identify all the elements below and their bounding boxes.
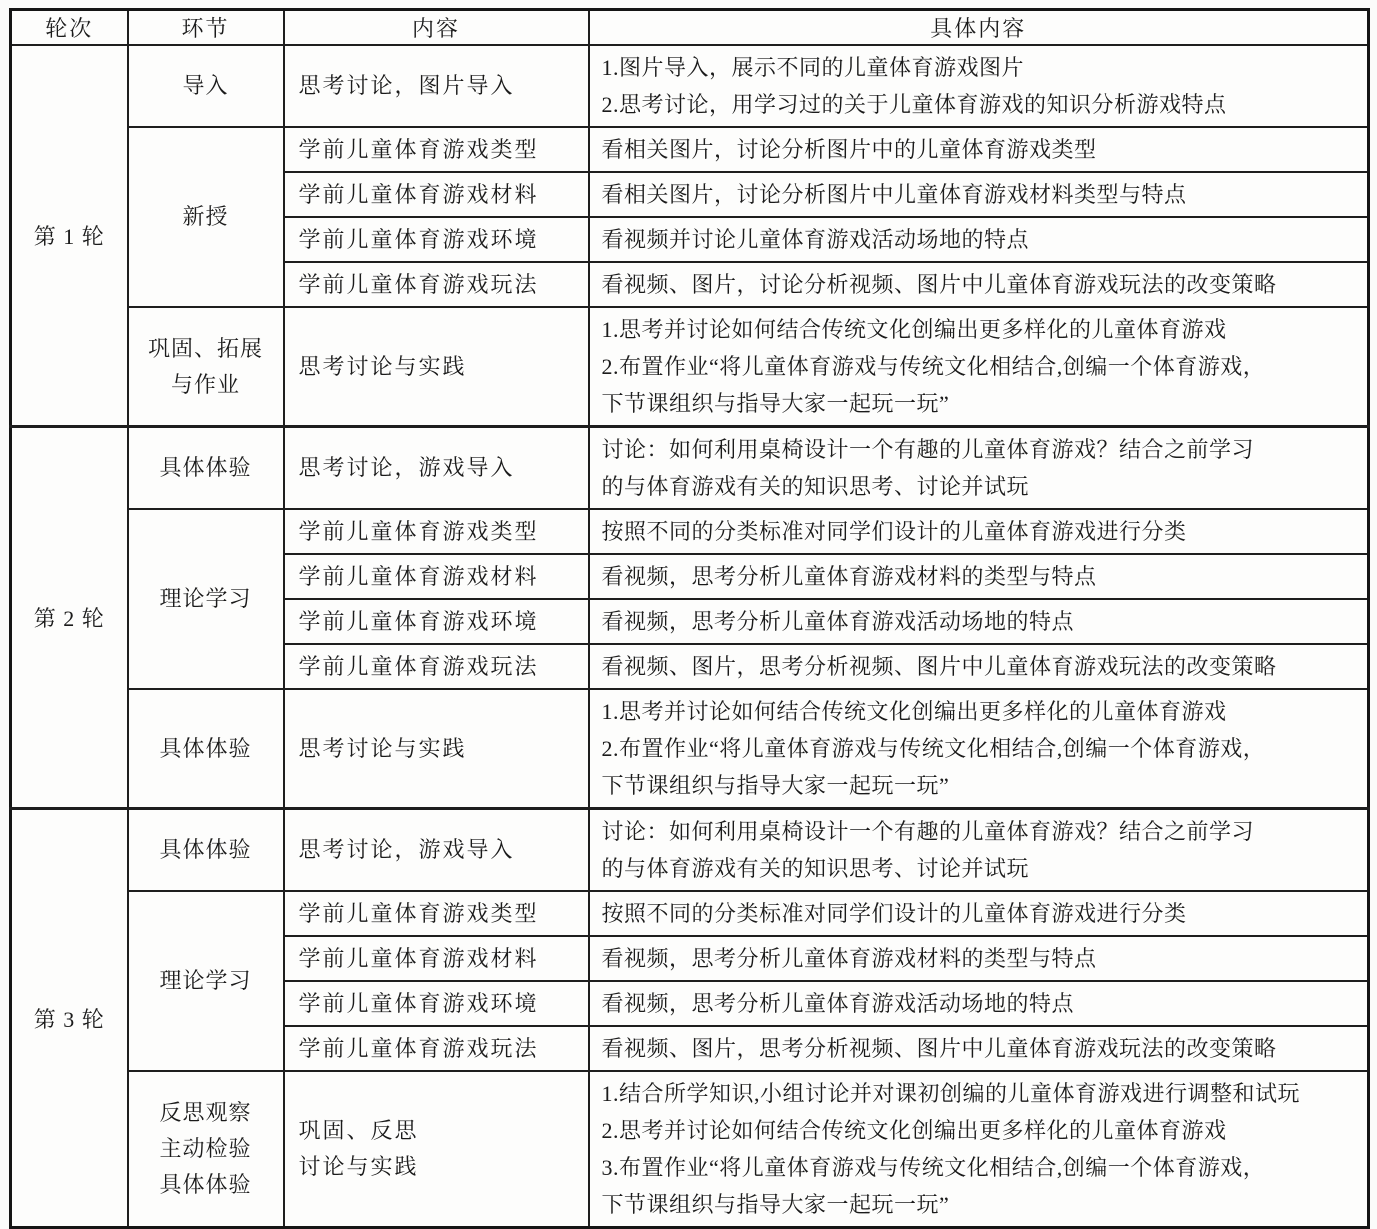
detail-cell <box>589 981 1369 1026</box>
stage-cell <box>128 427 284 510</box>
table-row <box>11 307 1369 427</box>
detail-cell <box>589 1026 1369 1071</box>
stage-line: 具体体验 <box>159 837 252 862</box>
detail-line: 看视频，思考分析儿童体育游戏材料的类型与特点 <box>601 946 1097 971</box>
detail-line: 1.图片导入，展示不同的儿童体育游戏图片 <box>601 55 1025 80</box>
content-cell <box>284 891 589 936</box>
detail-line: 1.结合所学知识,小组讨论并对课初创编的儿童体育游戏进行调整和试玩 <box>601 1081 1301 1106</box>
content-cell <box>284 127 589 172</box>
content-line: 思考讨论，图片导入 <box>298 73 515 98</box>
detail-cell <box>589 644 1369 689</box>
content-line: 学前儿童体育游戏玩法 <box>298 1035 539 1061</box>
stage-cell <box>128 307 284 427</box>
content-line: 学前儿童体育游戏材料 <box>298 563 539 589</box>
detail-cell <box>589 262 1369 307</box>
stage-line: 导入 <box>182 73 229 98</box>
detail-cell <box>589 307 1369 427</box>
detail-line: 按照不同的分类标准对同学们设计的儿童体育游戏进行分类 <box>601 519 1187 544</box>
header-round: 轮次 <box>11 10 128 46</box>
detail-line: 的与体育游戏有关的知识思考、讨论并试玩 <box>601 474 1030 499</box>
table-row <box>11 127 1369 172</box>
content-cell <box>284 1071 589 1228</box>
table-row <box>11 509 1369 554</box>
stage-cell <box>128 45 284 127</box>
stage-line: 与作业 <box>170 371 240 397</box>
stage-line: 巩固、拓展 <box>147 335 263 361</box>
detail-line: 看相关图片，讨论分析图片中的儿童体育游戏类型 <box>601 137 1097 162</box>
detail-line: 看视频，思考分析儿童体育游戏活动场地的特点 <box>601 609 1075 634</box>
detail-cell <box>589 689 1369 809</box>
content-line: 讨论与实践 <box>298 1154 419 1179</box>
content-line: 学前儿童体育游戏材料 <box>298 945 539 971</box>
header-row <box>11 10 1369 46</box>
detail-line: 的与体育游戏有关的知识思考、讨论并试玩 <box>601 856 1030 881</box>
detail-cell <box>589 936 1369 981</box>
stage-cell <box>128 509 284 689</box>
detail-line: 看视频、图片，讨论分析视频、图片中儿童体育游戏玩法的改变策略 <box>601 272 1277 297</box>
content-line: 学前儿童体育游戏类型 <box>298 136 539 162</box>
content-cell <box>284 554 589 599</box>
teaching-rounds-table <box>9 8 1370 1229</box>
detail-line: 按照不同的分类标准对同学们设计的儿童体育游戏进行分类 <box>601 901 1187 926</box>
content-line: 学前儿童体育游戏玩法 <box>298 271 539 297</box>
detail-line: 讨论：如何利用桌椅设计一个有趣的儿童体育游戏？结合之前学习 <box>601 819 1255 844</box>
stage-line: 具体体验 <box>159 735 252 761</box>
detail-cell <box>589 172 1369 217</box>
table-row <box>11 891 1369 936</box>
round-3-cell: 第 3 轮 <box>11 809 128 1228</box>
stage-line: 主动检验 <box>159 1136 252 1161</box>
detail-cell <box>589 599 1369 644</box>
header-stage: 环节 <box>128 10 284 46</box>
content-line: 巩固、反思 <box>298 1118 419 1143</box>
stage-cell <box>128 127 284 307</box>
content-cell <box>284 509 589 554</box>
header-detail: 具体内容 <box>589 10 1369 46</box>
content-line: 学前儿童体育游戏玩法 <box>298 653 539 679</box>
table-row <box>11 1071 1369 1228</box>
stage-cell <box>128 891 284 1071</box>
detail-line: 看视频、图片，思考分析视频、图片中儿童体育游戏玩法的改变策略 <box>601 654 1277 679</box>
content-line: 思考讨论，游戏导入 <box>298 837 515 862</box>
detail-line: 讨论：如何利用桌椅设计一个有趣的儿童体育游戏？结合之前学习 <box>601 437 1255 462</box>
content-cell <box>284 936 589 981</box>
detail-line: 3.布置作业“将儿童体育游戏与传统文化相结合,创编一个体育游戏， <box>601 1155 1266 1180</box>
detail-line: 下节课组织与指导大家一起玩一玩” <box>601 1192 950 1217</box>
stage-cell <box>128 689 284 809</box>
content-cell <box>284 217 589 262</box>
detail-cell <box>589 891 1369 936</box>
content-line: 学前儿童体育游戏环境 <box>298 608 539 634</box>
detail-line: 2.思考并讨论如何结合传统文化创编出更多样化的儿童体育游戏 <box>601 1118 1227 1143</box>
table-row <box>11 45 1369 127</box>
content-cell <box>284 809 589 892</box>
detail-line: 看视频并讨论儿童体育游戏活动场地的特点 <box>601 227 1030 252</box>
stage-line: 理论学习 <box>159 968 252 993</box>
stage-line: 具体体验 <box>159 1172 252 1197</box>
detail-cell <box>589 1071 1369 1228</box>
detail-line: 2.思考讨论，用学习过的关于儿童体育游戏的知识分析游戏特点 <box>601 92 1227 117</box>
detail-line: 看视频，思考分析儿童体育游戏材料的类型与特点 <box>601 564 1097 589</box>
content-cell <box>284 599 589 644</box>
table-row <box>11 689 1369 809</box>
content-cell <box>284 172 589 217</box>
content-line: 学前儿童体育游戏类型 <box>298 518 539 544</box>
detail-line: 2.布置作业“将儿童体育游戏与传统文化相结合,创编一个体育游戏， <box>601 354 1266 379</box>
detail-cell <box>589 809 1369 892</box>
detail-cell <box>589 45 1369 127</box>
content-cell <box>284 644 589 689</box>
content-cell <box>284 981 589 1026</box>
content-cell <box>284 262 589 307</box>
content-cell <box>284 45 589 127</box>
content-line: 思考讨论与实践 <box>298 353 467 379</box>
content-line: 学前儿童体育游戏类型 <box>298 900 539 926</box>
content-line: 学前儿童体育游戏环境 <box>298 226 539 252</box>
detail-line: 看视频、图片，思考分析视频、图片中儿童体育游戏玩法的改变策略 <box>601 1036 1277 1061</box>
detail-line: 2.布置作业“将儿童体育游戏与传统文化相结合,创编一个体育游戏， <box>601 736 1266 761</box>
content-cell <box>284 689 589 809</box>
detail-line: 看相关图片，讨论分析图片中儿童体育游戏材料类型与特点 <box>601 182 1187 207</box>
content-cell <box>284 1026 589 1071</box>
detail-line: 1.思考并讨论如何结合传统文化创编出更多样化的儿童体育游戏 <box>601 699 1227 724</box>
table-row <box>11 427 1369 510</box>
content-cell <box>284 307 589 427</box>
content-line: 思考讨论与实践 <box>298 735 467 761</box>
detail-cell <box>589 127 1369 172</box>
content-line: 学前儿童体育游戏材料 <box>298 181 539 207</box>
content-line: 思考讨论，游戏导入 <box>298 455 515 480</box>
content-cell <box>284 427 589 510</box>
table-row <box>11 809 1369 892</box>
detail-cell <box>589 217 1369 262</box>
stage-line: 反思观察 <box>159 1100 252 1125</box>
detail-line: 1.思考并讨论如何结合传统文化创编出更多样化的儿童体育游戏 <box>601 317 1227 342</box>
detail-line: 下节课组织与指导大家一起玩一玩” <box>601 391 950 416</box>
header-content: 内容 <box>284 10 589 46</box>
detail-cell <box>589 427 1369 510</box>
detail-cell <box>589 554 1369 599</box>
detail-cell <box>589 509 1369 554</box>
stage-line: 新授 <box>182 204 229 229</box>
detail-line: 看视频，思考分析儿童体育游戏活动场地的特点 <box>601 991 1075 1016</box>
stage-line: 理论学习 <box>159 586 252 611</box>
stage-cell <box>128 1071 284 1228</box>
detail-line: 下节课组织与指导大家一起玩一玩” <box>601 773 950 798</box>
stage-line: 具体体验 <box>159 455 252 480</box>
round-2-cell: 第 2 轮 <box>11 427 128 809</box>
stage-cell <box>128 809 284 892</box>
round-1-cell: 第 1 轮 <box>11 45 128 427</box>
content-line: 学前儿童体育游戏环境 <box>298 990 539 1016</box>
